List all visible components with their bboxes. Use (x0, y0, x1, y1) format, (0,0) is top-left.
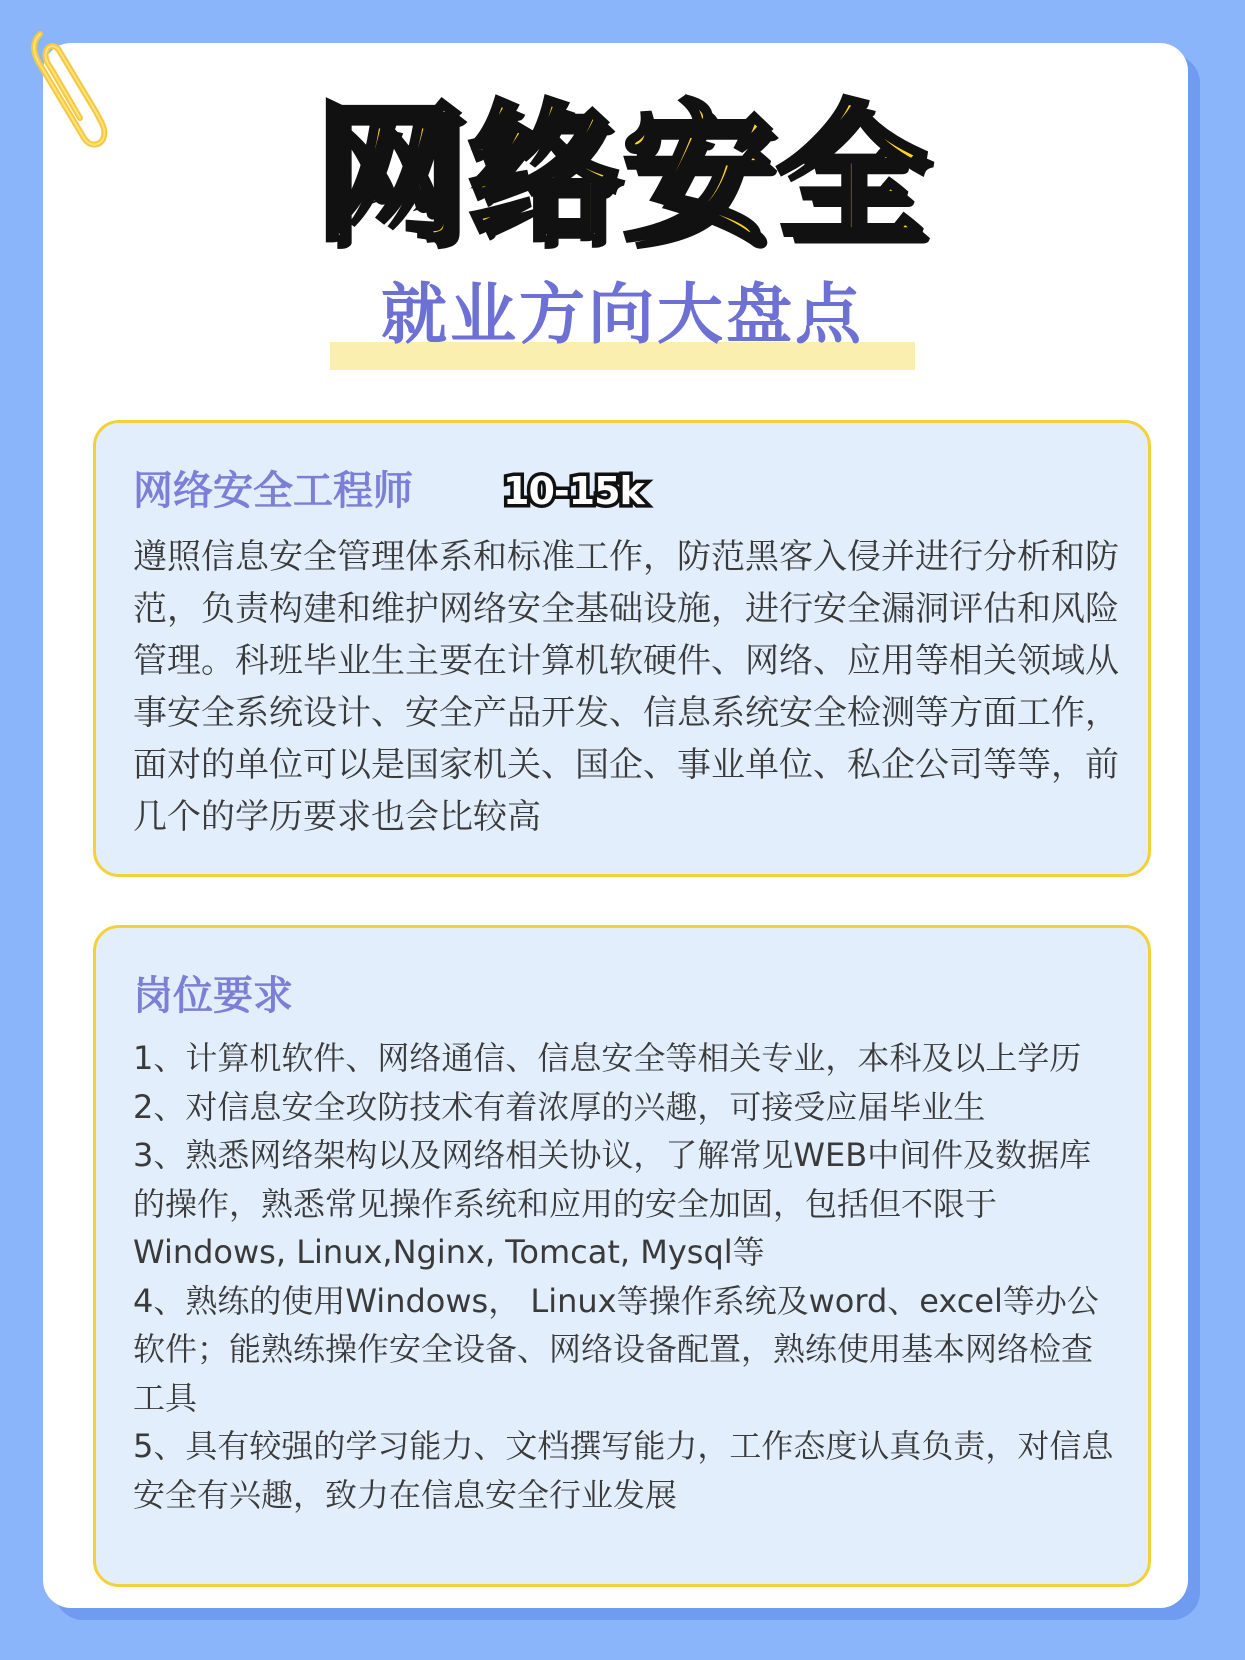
role-description: 遵照信息安全管理体系和标准工作，防范黑客入侵并进行分析和防范，负责构建和维护网络安全基础设施，进行安全漏洞评估和风险管理。科班毕业生主要在计算机软硬件、网络、应用等相关领域从事安全系统设计、安全产品开发、信息系统安全检测等方面工作，面对的单位可以是国家机关、国企、事业单位、私企公司等等，前几个的学历要求也会比较高 (133, 537, 1119, 837)
requirement-item: 5、具有较强的学习能力、文档撰写能力，工作态度认真负责，对信息安全有兴趣，致力在信息安全行业发展 (133, 1427, 1114, 1514)
title-block (0, 88, 1245, 262)
role-title: 网络安全工程师 (133, 468, 413, 514)
requirement-item: 1、计算机软件、网络通信、信息安全等相关专业，本科及以上学历 (133, 1039, 1082, 1077)
requirements-card (93, 925, 1151, 1587)
requirement-item: 4、熟练的使用Windows， Linux等操作系统及word、excel等办公软件；能熟练操作安全设备、网络设备配置，熟练使用基本网络检查工具 (133, 1281, 1099, 1417)
requirements-title: 岗位要求 (133, 973, 293, 1019)
requirement-item: 3、熟悉网络架构以及网络相关协议，了解常见WEB中间件及数据库的操作，熟悉常见操作系统和应用的安全加固，包括但不限于Windows, Linux,Nginx, Tomcat, Mysql等 (133, 1136, 1092, 1271)
subtitle-block (330, 270, 915, 370)
requirement-item: 2、对信息安全攻防技术有着浓厚的兴趣，可接受应届毕业生 (133, 1087, 986, 1126)
main-title: 网络安全 (314, 88, 931, 262)
role-card (93, 420, 1151, 877)
requirements-list (133, 1034, 1118, 1519)
salary-range: 10-15k (503, 469, 644, 513)
subtitle: 就业方向大盘点 (381, 276, 864, 353)
